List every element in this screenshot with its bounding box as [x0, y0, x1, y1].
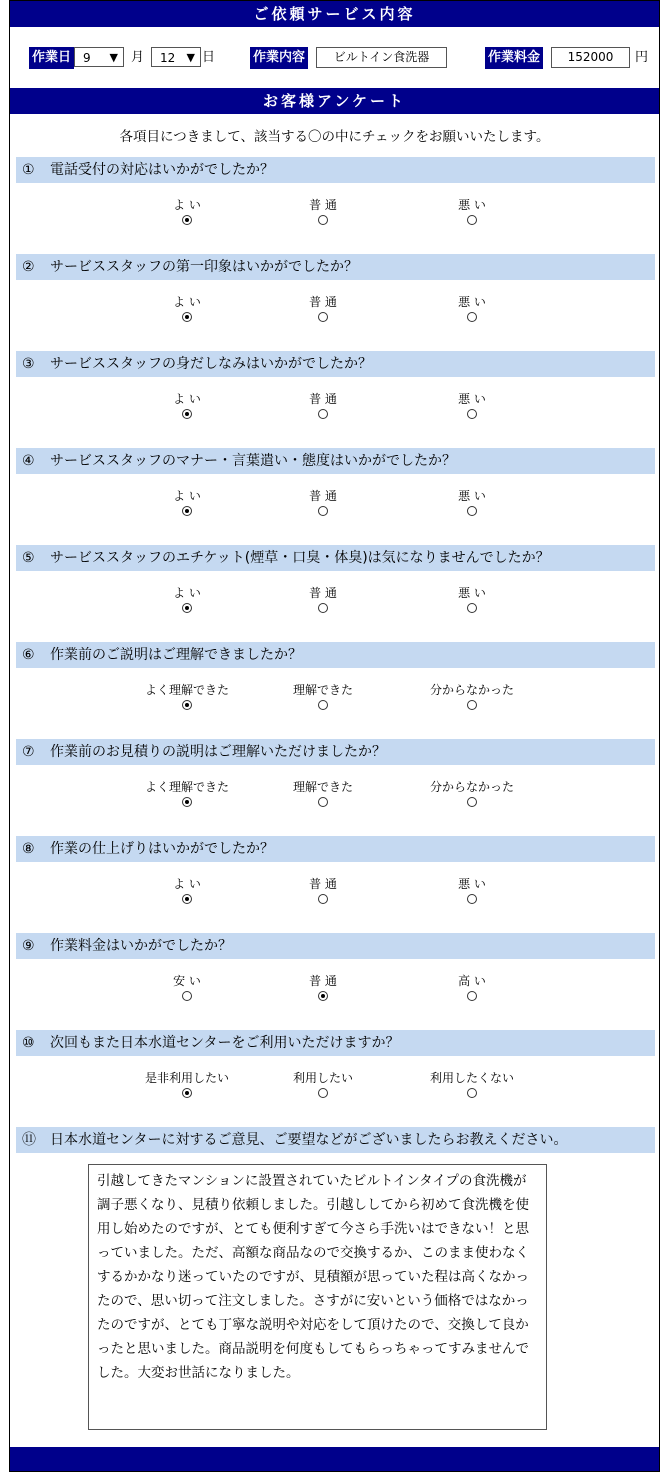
option-label: 悪 い: [458, 295, 486, 309]
question-8-header: [16, 836, 655, 862]
radio-button[interactable]: [467, 312, 477, 322]
question-number: ⑥: [22, 647, 35, 663]
question-7-option-1: [127, 780, 247, 810]
question-number: ⑦: [22, 744, 35, 760]
question-text: サービススタッフのマナー・言葉遣い・態度はいかがでしたか？: [50, 453, 456, 469]
radio-button[interactable]: [467, 700, 477, 710]
question-8-option-3: [412, 877, 532, 907]
radio-button[interactable]: [318, 603, 328, 613]
question-10-option-3: [412, 1071, 532, 1101]
question-text: サービススタッフの第一印象はいかがでしたか？: [50, 259, 358, 275]
question-6-option-2: [263, 683, 383, 713]
question-10-header: [16, 1030, 655, 1056]
radio-button[interactable]: [182, 215, 192, 225]
radio-button[interactable]: [318, 700, 328, 710]
question-1-option-2: [263, 198, 383, 228]
question-text: 電話受付の対応はいかがでしたか？: [50, 162, 274, 178]
question-number: ⑩: [22, 1035, 35, 1051]
option-label: 普 通: [309, 198, 337, 212]
question-1-option-3: [412, 198, 532, 228]
day-select[interactable]: [151, 47, 201, 67]
question-2-header: [16, 254, 655, 280]
question-text: サービススタッフのエチケット(煙草・口臭・体臭)は気になりませんでしたか？: [50, 550, 550, 566]
radio-button[interactable]: [318, 409, 328, 419]
option-label: 悪 い: [458, 877, 486, 891]
radio-button[interactable]: [318, 312, 328, 322]
radio-button[interactable]: [182, 603, 192, 613]
question-text: 作業前のご説明はご理解できましたか？: [50, 647, 302, 663]
question-4-option-3: [412, 489, 532, 519]
option-label: 分からなかった: [429, 683, 514, 697]
fee-label: 作業料金: [485, 47, 543, 69]
day-value: 12: [160, 51, 176, 65]
option-label: よ い: [173, 586, 201, 600]
radio-button[interactable]: [318, 215, 328, 225]
radio-button[interactable]: [182, 700, 192, 710]
question-5-option-1: [127, 586, 247, 616]
chevron-down-icon: ▼: [109, 51, 118, 64]
option-label: よ い: [173, 489, 201, 503]
radio-button[interactable]: [182, 1088, 192, 1098]
radio-button[interactable]: [182, 506, 192, 516]
radio-button[interactable]: [467, 991, 477, 1001]
question-2-option-2: [263, 295, 383, 325]
month-unit: 月: [131, 50, 145, 65]
radio-button[interactable]: [318, 1088, 328, 1098]
question-3-header: [16, 351, 655, 377]
option-label: 普 通: [309, 974, 337, 988]
question-9-header: [16, 933, 655, 959]
month-value: 9: [83, 51, 91, 65]
question-9-option-1: [127, 974, 247, 1004]
question-7-header: [16, 739, 655, 765]
survey-section-header: お客様アンケート: [10, 88, 659, 114]
question-5-option-3: [412, 586, 532, 616]
radio-button[interactable]: [467, 1088, 477, 1098]
option-label: よく理解できた: [144, 780, 229, 794]
work-date-label: 作業日: [29, 47, 74, 69]
survey-form: [9, 0, 660, 1472]
option-label: 普 通: [309, 877, 337, 891]
radio-button[interactable]: [182, 991, 192, 1001]
option-label: 普 通: [309, 586, 337, 600]
question-3-option-1: [127, 392, 247, 422]
question-text: 作業の仕上げりはいかがでしたか？: [50, 841, 274, 857]
question-7-option-3: [412, 780, 532, 810]
question-4-option-2: [263, 489, 383, 519]
radio-button[interactable]: [467, 215, 477, 225]
option-label: 普 通: [309, 392, 337, 406]
chevron-down-icon: ▼: [186, 51, 195, 64]
radio-button[interactable]: [318, 894, 328, 904]
question-number: ⑪: [22, 1132, 36, 1148]
day-unit: 日: [202, 50, 216, 65]
option-label: 普 通: [309, 489, 337, 503]
option-label: 悪 い: [458, 586, 486, 600]
question-text: サービススタッフの身だしなみはいかがでしたか？: [50, 356, 372, 372]
question-6-option-3: [412, 683, 532, 713]
question-number: ⑧: [22, 841, 35, 857]
fee-field[interactable]: 152000: [551, 47, 630, 68]
question-4-option-1: [127, 489, 247, 519]
radio-button[interactable]: [182, 797, 192, 807]
work-content-field[interactable]: ビルトイン食洗器: [316, 47, 447, 68]
question-8-option-2: [263, 877, 383, 907]
option-label: 悪 い: [458, 198, 486, 212]
question-10-option-1: [127, 1071, 247, 1101]
question-number: ③: [22, 356, 35, 372]
question-6-header: [16, 642, 655, 668]
radio-button[interactable]: [467, 409, 477, 419]
question-9-option-2: [263, 974, 383, 1004]
question-8-option-1: [127, 877, 247, 907]
option-label: 高 い: [458, 974, 486, 988]
option-label: 利用したくない: [429, 1071, 514, 1085]
radio-button[interactable]: [182, 312, 192, 322]
question-6-option-1: [127, 683, 247, 713]
question-number: ⑤: [22, 550, 35, 566]
option-label: 悪 い: [458, 489, 486, 503]
radio-button[interactable]: [467, 797, 477, 807]
radio-button[interactable]: [467, 506, 477, 516]
option-label: 分からなかった: [429, 780, 514, 794]
service-section-header: ご依頼サービス内容: [10, 1, 659, 27]
option-label: よ い: [173, 392, 201, 406]
question-text: 作業料金はいかがでしたか？: [50, 938, 232, 954]
option-label: 是非利用したい: [144, 1071, 229, 1085]
question-10-option-2: [263, 1071, 383, 1101]
question-5-option-2: [263, 586, 383, 616]
question-text: 日本水道センターに対するご意見、ご要望などがございましたらお教えください。: [50, 1132, 568, 1148]
radio-button[interactable]: [318, 797, 328, 807]
option-label: よ い: [173, 198, 201, 212]
radio-button[interactable]: [467, 894, 477, 904]
radio-button[interactable]: [318, 991, 328, 1001]
option-label: 悪 い: [458, 392, 486, 406]
question-number: ②: [22, 259, 35, 275]
question-9-option-3: [412, 974, 532, 1004]
fee-unit: 円: [635, 50, 649, 65]
question-5-header: [16, 545, 655, 571]
footer-bar: [10, 1447, 659, 1471]
option-label: よく理解できた: [144, 683, 229, 697]
month-select[interactable]: [74, 47, 124, 67]
question-number: ①: [22, 162, 35, 178]
work-content-label: 作業内容: [250, 47, 308, 69]
question-text: 次回もまた日本水道センターをご利用いただけますか？: [50, 1035, 400, 1051]
option-label: よ い: [173, 877, 201, 891]
service-details-row: [10, 47, 659, 71]
option-label: 安 い: [173, 974, 201, 988]
question-1-header: [16, 157, 655, 183]
radio-button[interactable]: [467, 603, 477, 613]
question-1-option-1: [127, 198, 247, 228]
question-3-option-3: [412, 392, 532, 422]
question-2-option-1: [127, 295, 247, 325]
radio-button[interactable]: [182, 894, 192, 904]
comment-textarea[interactable]: 引越してきたマンションに設置されていたビルトインタイプの食洗機が調子悪くなり、見積り依頼しました。引越ししてから初めて食洗機を使用し始めたのですが、とても便利すぎて今さら手洗いはできない！と思っていました。ただ、高額な商品なので交換するか、このまま使わなくするかかなり迷っていたのですが、見積額が思っていた程は高くなかったので、思い切って注文しました。さすがに安いという価格ではなかったのですが、とても丁寧な説明や対応をして頂けたので、交換して良かったと思いました。商品説明を何度もしてもらっちゃってすみませんでした。大変お世話になりました。: [88, 1164, 547, 1430]
option-label: よ い: [173, 295, 201, 309]
option-label: 利用したい: [292, 1071, 353, 1085]
survey-intro: 各項目につきまして、該当する〇の中にチェックをお願いいたします。: [119, 129, 550, 145]
question-number: ④: [22, 453, 35, 469]
question-2-option-3: [412, 295, 532, 325]
question-3-option-2: [263, 392, 383, 422]
question-number: ⑨: [22, 938, 35, 954]
option-label: 普 通: [309, 295, 337, 309]
radio-button[interactable]: [182, 409, 192, 419]
question-text: 作業前のお見積りの説明はご理解いただけましたか？: [50, 744, 386, 760]
radio-button[interactable]: [318, 506, 328, 516]
question-4-header: [16, 448, 655, 474]
option-label: 理解できた: [292, 683, 353, 697]
question-7-option-2: [263, 780, 383, 810]
question-11-header: [16, 1127, 655, 1153]
option-label: 理解できた: [292, 780, 353, 794]
